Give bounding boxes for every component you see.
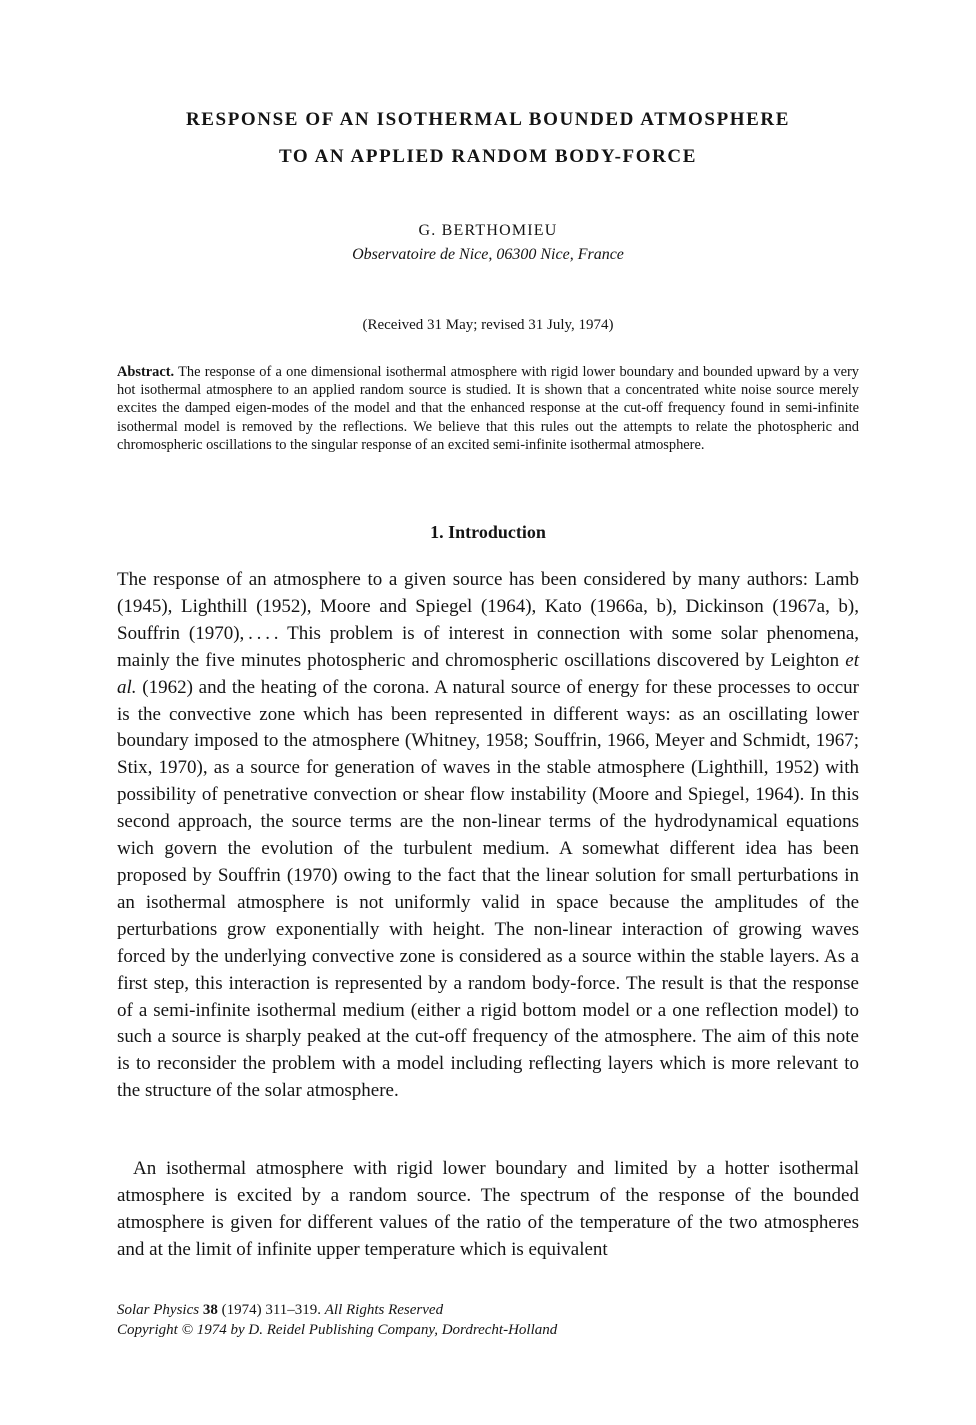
abstract <box>117 363 859 454</box>
abstract-text: The response of a one dimensional isothermal atmosphere with rigid lower boundary and bounded upward by a very hot isothermal atmosphere to an applied random source is studied. It is shown that a concentrated white noise source merely excites the damped eigen-modes of the model and that the enhanced response at the cut-off frequency found in semi-infinite isothermal model is removed by the reflections. We believe that this rules out the attempts to relate the photospheric and chromospheric oscillations to the singular response of an excited semi-infinite isothermal atmosphere. <box>117 364 859 453</box>
section-heading: 1. Introduction <box>430 522 546 542</box>
paragraph-1-part-b: (1962) and the heating of the corona. A natural source of energy for these processes to occur is the convective zone which has been represented in different ways: as an oscillating lower boundary imposed to the atmosphere (Whitney, 1958; Souffrin, 1966, Meyer and Schmidt, 1967; Stix, 1970), as a source for generation of waves in the stable atmosphere (Lighthill, 1952) with possibility of penetrative convection or shear flow instability (Moore and Spiegel, 1964). In this second approach, the source terms are the non-linear terms of the hydrodynamical equations wich govern the evolution of the turbulent medium. A somewhat different idea has been proposed by Souffrin (1970) owing to the fact that the linear solution for small perturbations in an isothermal atmosphere is not uniformly valid in space because the amplitudes of the perturbations grow exponentially with height. The non-linear interaction of growing waves forced by the underlying convective zone is considered as a source within the stable layers. As a first step, this interaction is represented by a random body-force. The result is that the response of a semi-infinite isothermal medium (either a rigid bottom model or a one reflection model) to such a source is sharply peaked at the cut-off frequency of the atmosphere. The aim of this note is to reconsider the problem with a model including reflecting layers which is more relevant to the structure of the solar atmosphere. <box>117 676 859 1102</box>
author-name: G. BERTHOMIEU <box>418 222 558 239</box>
page-footer <box>117 1300 859 1340</box>
author-affiliation: Observatoire de Nice, 06300 Nice, France <box>352 246 624 263</box>
body-paragraph-2: An isothermal atmosphere with rigid lower boundary and limited by a hotter isothermal atmosphere is excited by a random source. The spectrum of the response of the bounded atmosphere is given for different values of the ratio of the temperature of the two atmospheres and at the limit of infinite upper temperature which is equivalent <box>117 1158 859 1260</box>
paragraph-1-italic: et al. <box>117 649 859 698</box>
title-line-1: RESPONSE OF AN ISOTHERMAL BOUNDED ATMOSPHERE <box>185 109 791 130</box>
footer-citation <box>117 1300 859 1320</box>
title-line-2: TO AN APPLIED RANDOM BODY-FORCE <box>278 146 698 167</box>
footer-volume: 38 <box>202 1302 218 1318</box>
footer-copyright: Copyright © 1974 by D. Reidel Publishing Company, Dordrecht-Holland <box>117 1322 558 1338</box>
paragraph-1-part-a: The response of an atmosphere to a given source has been considered by many authors: Lamb (1945), Lighthill (1952), Moore and Spiegel (1964), Kato (1966a, b), Dickinson (1967a, b), Souffrin (1970), . . . . This problem is of interest in connection with some solar phenomena, mainly the five minutes photospheric and chromospheric oscillations discovered by Leighton <box>117 569 859 671</box>
footer-rights: All Rights Reserved <box>324 1302 444 1318</box>
body-paragraph-1 <box>117 567 859 1105</box>
abstract-label: Abstract. <box>117 364 175 380</box>
received-dates: (Received 31 May; revised 31 July, 1974) <box>362 317 614 333</box>
footer-journal: Solar Physics <box>117 1302 200 1318</box>
footer-pages: (1974) 311–319. <box>217 1302 325 1318</box>
